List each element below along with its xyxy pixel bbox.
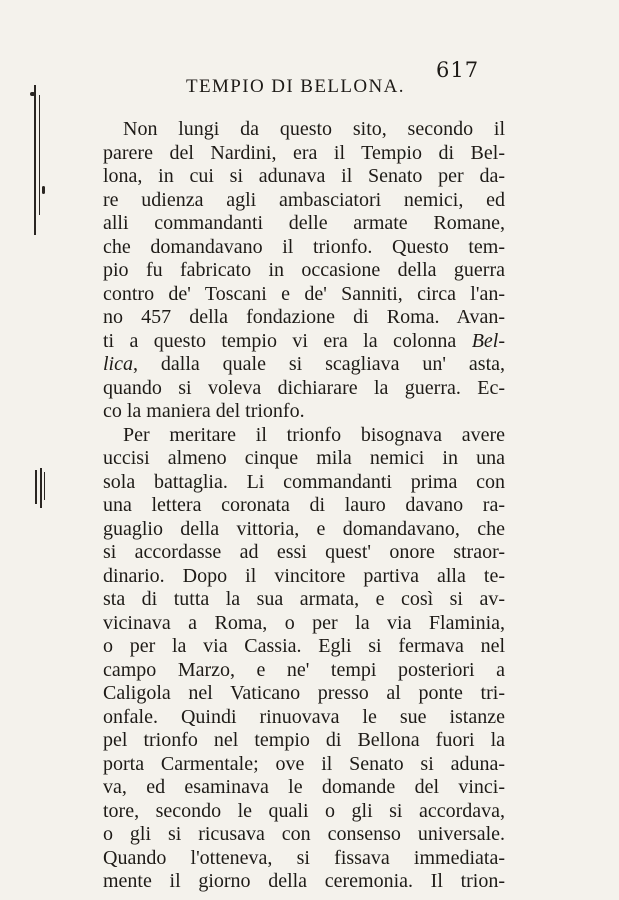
text-segment: dalla quale si scagliava un' asta, xyxy=(160,353,506,375)
text-line: sola battaglia. Li commandanti prima con xyxy=(103,470,505,493)
text-line: pio fu fabricato in occasione della guerra xyxy=(103,259,505,281)
page-title: TEMPIO DI BELLONA. xyxy=(186,76,405,97)
margin-mark xyxy=(39,95,40,215)
text-line: o gli si ricusava con consenso universale. xyxy=(103,823,505,845)
text-line: co la maniera del trionfo. xyxy=(103,400,305,422)
margin-mark xyxy=(30,92,35,96)
text-line: o per la via Cassia. Egli si fermava nel xyxy=(103,635,505,657)
text-line: Caligola nel Vaticano presso al ponte tri- xyxy=(103,682,505,704)
text-line: dinario. Dopo il vincitore partiva alla te- xyxy=(103,564,505,587)
margin-mark xyxy=(40,468,42,508)
text-line: alli commandanti delle armate Romane, xyxy=(103,212,505,234)
text-line: si accordasse ad essi quest' onore straor- xyxy=(103,541,505,563)
text-line: che domandavano il trionfo. Questo tem- xyxy=(103,235,505,258)
text-line: lona, in cui si adunava il Senato per da- xyxy=(103,165,505,187)
margin-mark xyxy=(42,186,45,194)
text-line: onfale. Quindi rinuovava le sue istanze xyxy=(103,705,505,728)
text-line: Per meritare il trionfo bisognava avere xyxy=(123,423,505,446)
text-line xyxy=(103,330,505,354)
text-line: una lettera coronata di lauro davano ra- xyxy=(103,494,505,516)
text-line: contro de' Toscani e de' Sanniti, circa l'an- xyxy=(103,282,505,305)
text-segment: ti a questo tempio vi era la colonna xyxy=(103,329,472,352)
text-line: pel trionfo nel tempio di Bellona fuori la xyxy=(103,729,505,751)
text-line: guaglio della vittoria, e domandavano, che xyxy=(103,517,505,540)
text-line: quando si voleva dichiarare la guerra. Ec- xyxy=(103,376,505,399)
text-segment: , xyxy=(133,353,161,375)
text-line xyxy=(103,353,505,377)
margin-mark xyxy=(44,472,45,500)
text-line: no 457 della fondazione di Roma. Avan- xyxy=(103,306,505,328)
text-line: porta Carmentale; ove il Senato si aduna- xyxy=(103,752,505,775)
text-line: tore, secondo le quali o gli si accordava, xyxy=(103,799,505,822)
text-line: uccisi almeno cinque mila nemici in una xyxy=(103,447,505,469)
italic-word: Bel- xyxy=(471,329,505,352)
text-line: mente il giorno della ceremonia. Il trion- xyxy=(103,870,505,892)
text-line: Quando l'otteneva, si fissava immediata- xyxy=(103,846,505,869)
text-line: campo Marzo, e ne' tempi posteriori a xyxy=(103,658,505,681)
text-line: Non lungi da questo sito, secondo il xyxy=(123,118,505,140)
page-number: 617 xyxy=(436,58,480,82)
text-line: vicinava a Roma, o per la via Flaminia, xyxy=(103,611,505,634)
text-body xyxy=(103,118,505,894)
text-line: sta di tutta la sua armata, e così si av- xyxy=(103,588,505,610)
text-line: re udienza agli ambasciatori nemici, ed xyxy=(103,188,505,211)
italic-word: lica xyxy=(103,353,133,375)
margin-mark xyxy=(35,470,37,504)
text-line: va, ed esaminava le domande del vinci- xyxy=(103,776,505,798)
text-line: parere del Nardini, era il Tempio di Bel- xyxy=(103,141,505,164)
margin-mark xyxy=(34,85,36,235)
